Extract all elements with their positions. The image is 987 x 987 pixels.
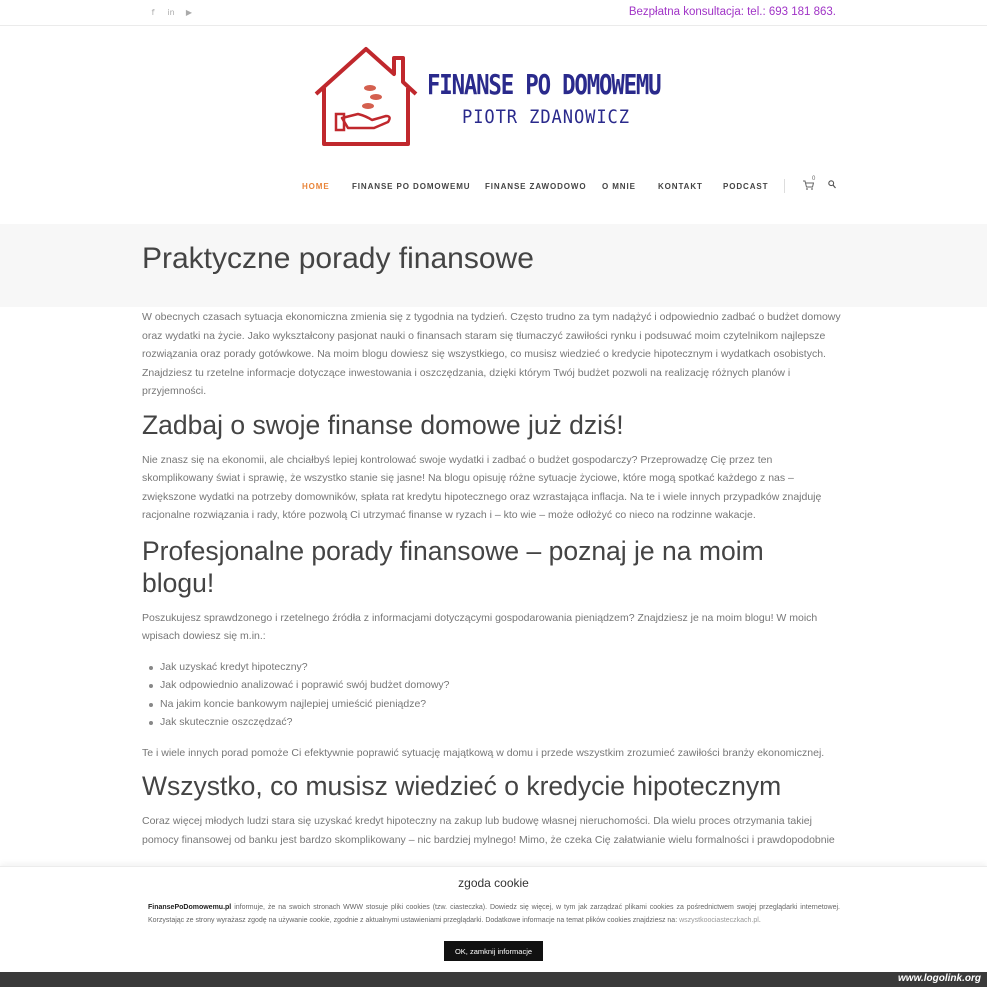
house-logo-icon <box>310 44 420 154</box>
paragraph-zadbaj: Nie znasz się na ekonomii, ale chciałbyś lepiej kontrolować swoje wydatki i zadbać o budżet gospodarczy? Przeprowadzę Cię przez ten skomplikowany świat i sprawię, że wszystko stanie się jasne! Na blogu opisuję różne sytuacje życiowe, które mogą spotkać każdego z nas – zwiększone wydatki na potrzeby domowników, spłata rat kredytu hipotecznego oraz wzrastająca inflacja. Na te i wiele innych przypadków znajduję racjonalne rozwiązania i rady, które pozwolą Ci utrzymać finanse w ryzach i – kto wie – może odłożyć co nieco na rodzinne wakacje. <box>142 453 822 521</box>
site-logo[interactable] <box>310 44 670 154</box>
cookie-body: informuje, że na swoich stronach WWW stosuje pliki cookies (tzw. ciasteczka). Dowiedz się więcej, w tym jak zarządzać plikami cookies za pośrednictwem swojej przeglądarki internetowej. Korzystając ze strony wyrażasz zgodę na używanie cookie, zgodnie z aktualnymi ustawieniami przeglądarki. Dodatkowe informacje na temat plików cookies znajdziesz na: <box>148 904 840 924</box>
cart-count: 0 <box>812 176 816 182</box>
list-item: Jak skutecznie oszczędzać? <box>160 713 842 732</box>
social-links <box>148 7 194 18</box>
paragraph-summary: Te i wiele innych porad pomoże Ci efektywnie poprawić sytuację majątkową w domu i przede wszystkim zrozumieć zawiłości branży ekonomicznej. <box>142 746 825 759</box>
logo-title: FINANSE PO DOMOWEMU <box>427 68 661 101</box>
heading-kredyt: Wszystko, co musisz wiedzieć o kredycie hipotecznym <box>142 771 782 801</box>
cookie-title: zgoda cookie <box>458 876 529 890</box>
list-item: Jak uzyskać kredyt hipoteczny? <box>160 658 842 677</box>
top-bar <box>0 0 987 26</box>
advice-list <box>160 658 842 732</box>
nav-finanse-zawodowo[interactable]: FINANSE ZAWODOWO <box>485 182 587 191</box>
watermark-logo: www.logolink.org <box>898 973 981 984</box>
cookie-text <box>148 902 840 927</box>
list-item: Na jakim koncie bankowym najlepiej umieścić pieniądze? <box>160 695 842 714</box>
nav-divider <box>784 179 785 193</box>
nav-finanse-po-domowemu[interactable]: FINANSE PO DOMOWEMU <box>352 182 471 191</box>
cookie-consent-bar <box>0 866 987 972</box>
bottom-strip <box>0 972 987 987</box>
page-title: Praktyczne porady finansowe <box>142 242 534 275</box>
heading-profesjonalne: Profesjonalne porady finansowe – poznaj je na moim blogu! <box>142 535 764 598</box>
nav-kontakt[interactable]: KONTAKT <box>658 182 703 191</box>
nav-o-mnie[interactable]: O MNIE <box>602 182 636 191</box>
youtube-icon[interactable]: ▶ <box>185 8 193 17</box>
nav-home[interactable]: HOME <box>302 182 330 191</box>
main-nav <box>0 176 987 196</box>
search-icon[interactable] <box>828 180 836 192</box>
paragraph-kredyt: Coraz więcej młodych ludzi stara się uzyskać kredyt hipoteczny na zakup lub budowę własnej nieruchomości. Dla wielu proces otrzymania takiej pomocy finansowej od banku jest bardzo skomplikowany – nic bardziej mylnego! Mimo, że czeka Cię załatwianie wielu formalności i prawdopodobnie <box>142 815 835 846</box>
cookie-site-name: FinansePoDomowemu.pl <box>148 904 232 911</box>
cookie-end: . <box>758 916 761 924</box>
heading-zadbaj: Zadbaj o swoje finanse domowe już dziś! <box>142 409 624 440</box>
main-content <box>142 308 842 849</box>
cookie-info-link[interactable]: wszystkoociasteczkach.pl <box>679 916 759 924</box>
nav-podcast[interactable]: PODCAST <box>723 182 769 191</box>
logo-subtitle: PIOTR ZDANOWICZ <box>462 106 630 128</box>
paragraph-profesjonalne: Poszukujesz sprawdzonego i rzetelnego źródła z informacjami dotyczącymi gospodarowania pieniądzem? Znajdziesz je na moim blogu! W moich wpisach dowiesz się m.in.: <box>142 611 818 642</box>
consultation-phone[interactable]: Bezpłatna konsultacja: tel.: 693 181 863. <box>628 6 836 18</box>
linkedin-icon[interactable]: in <box>167 8 175 17</box>
page-title-band <box>0 224 987 307</box>
cookie-accept-button[interactable]: OK, zamknij informacje <box>444 941 543 961</box>
facebook-icon[interactable]: f <box>151 8 155 17</box>
list-item: Jak odpowiednio analizować i poprawić swój budżet domowy? <box>160 676 842 695</box>
intro-paragraph: W obecnych czasach sytuacja ekonomiczna zmienia się z tygodnia na tydzień. Często trudno za tym nadążyć i odpowiednio zadbać o budżet domowy oraz wydatki na życie. Jako wykształcony pasjonat nauki o finansach staram się tłumaczyć zawiłości rynku i podsuwać moim czytelnikom najlepsze rozwiązania oraz porady gotówkowe. Na moim blogu dowiesz się wszystkiego, co musisz wiedzieć o kredycie hipotecznym i wydatkach osobistych. Znajdziesz tu rzetelne informacje dotyczące inwestowania i oszczędzania, dzięki którym Twój budżet pozwoli na realizację różnych planów i przyjemności. <box>142 311 841 397</box>
